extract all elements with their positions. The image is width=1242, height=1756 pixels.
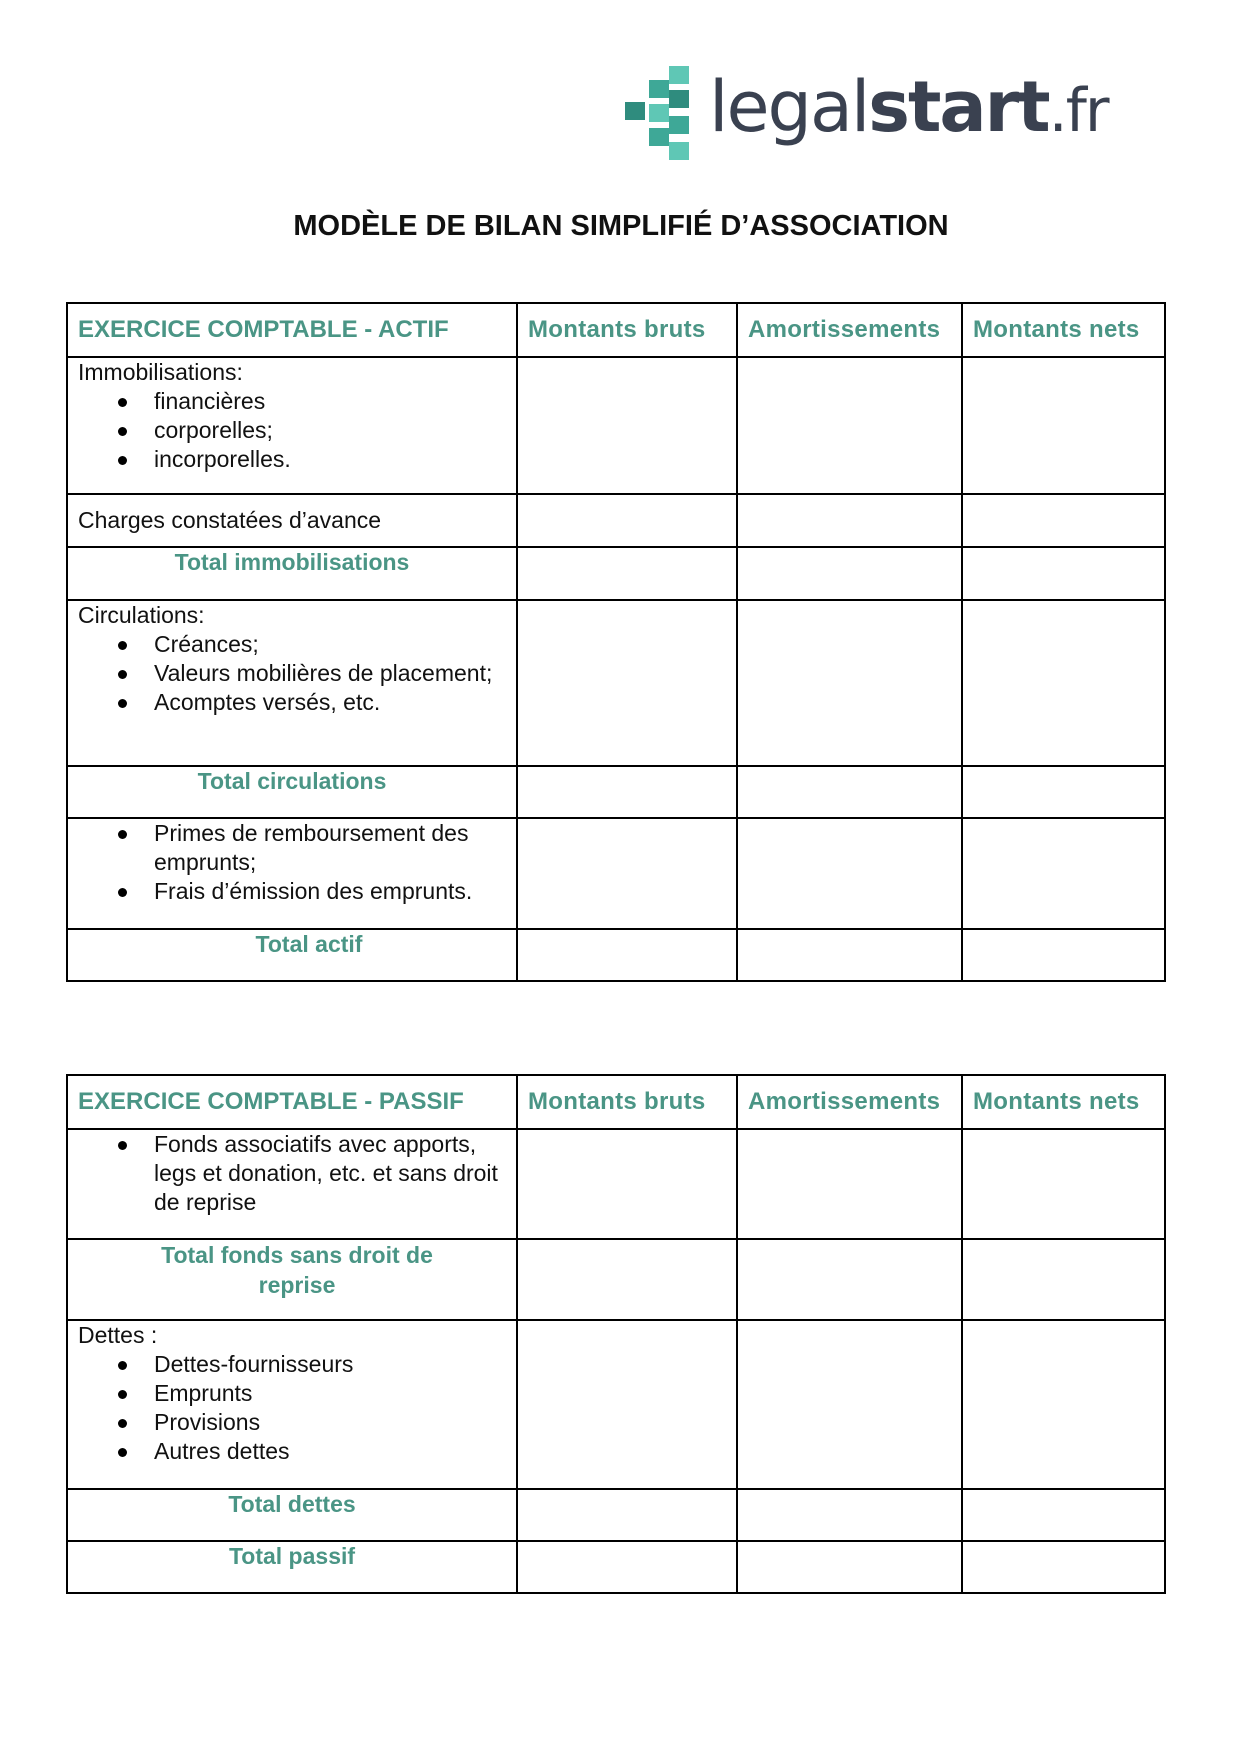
amount-cell[interactable] bbox=[737, 766, 962, 818]
immobilisations-label: Immobilisations: bbox=[78, 359, 243, 385]
emprunts-list bbox=[78, 819, 506, 906]
amount-cell[interactable] bbox=[962, 1541, 1165, 1593]
amount-cell[interactable] bbox=[962, 600, 1165, 766]
dettes-label: Dettes : bbox=[78, 1322, 158, 1348]
amount-cell[interactable] bbox=[737, 929, 962, 981]
amount-cell[interactable] bbox=[517, 1541, 737, 1593]
dettes-cell bbox=[67, 1320, 517, 1489]
row-dettes bbox=[67, 1320, 1165, 1489]
amount-cell[interactable] bbox=[737, 1541, 962, 1593]
amount-cell[interactable] bbox=[517, 1129, 737, 1239]
page-title: MODÈLE DE BILAN SIMPLIFIÉ D’ASSOCIATION bbox=[293, 210, 949, 242]
amount-cell[interactable] bbox=[962, 1239, 1165, 1320]
row-total-circulations bbox=[67, 766, 1165, 818]
amount-cell[interactable] bbox=[737, 494, 962, 547]
amount-cell[interactable] bbox=[517, 357, 737, 494]
amount-cell[interactable] bbox=[962, 929, 1165, 981]
amount-cell[interactable] bbox=[517, 494, 737, 547]
list-item: Acomptes versés, etc. bbox=[154, 688, 506, 717]
amount-cell[interactable] bbox=[517, 1320, 737, 1489]
row-total-dettes bbox=[67, 1489, 1165, 1541]
amount-cell[interactable] bbox=[962, 547, 1165, 600]
logo-word-bold: start bbox=[868, 66, 1049, 148]
amount-cell[interactable] bbox=[737, 1320, 962, 1489]
legalstart-logo bbox=[625, 66, 1108, 160]
amount-cell[interactable] bbox=[517, 1239, 737, 1320]
list-item: corporelles; bbox=[154, 416, 506, 445]
actif-header-montants-bruts: Montants bruts bbox=[517, 303, 737, 357]
total-dettes-label: Total dettes bbox=[67, 1489, 517, 1541]
amount-cell[interactable] bbox=[962, 818, 1165, 929]
amount-cell[interactable] bbox=[962, 1489, 1165, 1541]
amount-cell[interactable] bbox=[737, 1129, 962, 1239]
row-immobilisations bbox=[67, 357, 1165, 494]
amount-cell[interactable] bbox=[737, 1489, 962, 1541]
actif-header-exercice: EXERCICE COMPTABLE - ACTIF bbox=[67, 303, 517, 357]
circulations-list bbox=[78, 630, 506, 717]
immobilisations-list bbox=[78, 387, 506, 474]
row-total-immobilisations bbox=[67, 547, 1165, 600]
amount-cell[interactable] bbox=[517, 1489, 737, 1541]
row-emprunts bbox=[67, 818, 1165, 929]
passif-header-row bbox=[67, 1075, 1165, 1129]
list-item: Valeurs mobilières de placement; bbox=[154, 659, 506, 688]
total-immobilisations-label: Total immobilisations bbox=[67, 547, 517, 600]
actif-header-montants-nets: Montants nets bbox=[962, 303, 1165, 357]
fonds-list bbox=[78, 1130, 506, 1217]
list-item: Dettes-fournisseurs bbox=[154, 1350, 506, 1379]
circulations-label: Circulations: bbox=[78, 602, 205, 628]
passif-header-exercice: EXERCICE COMPTABLE - PASSIF bbox=[67, 1075, 517, 1129]
row-total-actif bbox=[67, 929, 1165, 981]
logo-word-light: legal bbox=[709, 66, 869, 148]
amount-cell[interactable] bbox=[517, 766, 737, 818]
total-circulations-label: Total circulations bbox=[67, 766, 517, 818]
amount-cell[interactable] bbox=[737, 818, 962, 929]
amount-cell[interactable] bbox=[517, 547, 737, 600]
list-item: Frais d’émission des emprunts. bbox=[154, 877, 506, 906]
actif-header-amortissements: Amortissements bbox=[737, 303, 962, 357]
list-item: incorporelles. bbox=[154, 445, 506, 474]
dettes-list bbox=[78, 1350, 506, 1466]
list-item: Créances; bbox=[154, 630, 506, 659]
amount-cell[interactable] bbox=[517, 818, 737, 929]
total-actif-label: Total actif bbox=[67, 929, 517, 981]
amount-cell[interactable] bbox=[962, 1129, 1165, 1239]
logo-wordmark bbox=[709, 66, 1108, 148]
row-charges bbox=[67, 494, 1165, 547]
actif-table bbox=[66, 302, 1166, 982]
row-total-passif bbox=[67, 1541, 1165, 1593]
logo-word-tld: .fr bbox=[1048, 76, 1108, 146]
immobilisations-cell bbox=[67, 357, 517, 494]
list-item: Primes de remboursement des emprunts; bbox=[154, 819, 506, 877]
list-item: financières bbox=[154, 387, 506, 416]
passif-header-montants-nets: Montants nets bbox=[962, 1075, 1165, 1129]
row-fonds bbox=[67, 1129, 1165, 1239]
charges-label: Charges constatées d’avance bbox=[67, 494, 517, 547]
total-passif-label: Total passif bbox=[67, 1541, 517, 1593]
list-item: Provisions bbox=[154, 1408, 506, 1437]
amount-cell[interactable] bbox=[962, 357, 1165, 494]
emprunts-cell bbox=[67, 818, 517, 929]
amount-cell[interactable] bbox=[517, 929, 737, 981]
amount-cell[interactable] bbox=[737, 1239, 962, 1320]
list-item: Fonds associatifs avec apports, legs et donation, etc. et sans droit de reprise bbox=[154, 1130, 506, 1217]
amount-cell[interactable] bbox=[962, 494, 1165, 547]
amount-cell[interactable] bbox=[737, 547, 962, 600]
passif-header-amortissements: Amortissements bbox=[737, 1075, 962, 1129]
actif-header-row bbox=[67, 303, 1165, 357]
amount-cell[interactable] bbox=[962, 766, 1165, 818]
list-item: Emprunts bbox=[154, 1379, 506, 1408]
row-total-fonds bbox=[67, 1239, 1165, 1320]
amount-cell[interactable] bbox=[962, 1320, 1165, 1489]
amount-cell[interactable] bbox=[737, 600, 962, 766]
fonds-cell bbox=[67, 1129, 517, 1239]
amount-cell[interactable] bbox=[737, 357, 962, 494]
list-item: Autres dettes bbox=[154, 1437, 506, 1466]
row-circulations bbox=[67, 600, 1165, 766]
amount-cell[interactable] bbox=[517, 600, 737, 766]
passif-table bbox=[66, 1074, 1166, 1594]
total-fonds-label: Total fonds sans droit de reprise bbox=[67, 1239, 517, 1320]
logo-mark-icon bbox=[625, 66, 689, 160]
passif-header-montants-bruts: Montants bruts bbox=[517, 1075, 737, 1129]
circulations-cell bbox=[67, 600, 517, 766]
